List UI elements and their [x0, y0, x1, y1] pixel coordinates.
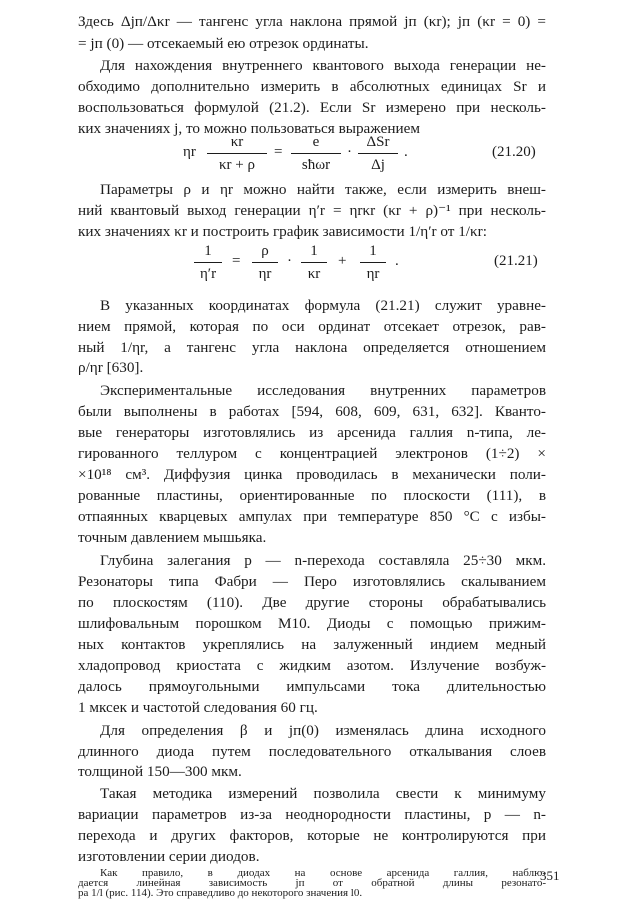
fraction-bar — [358, 153, 398, 154]
eq-denominator: η′r — [199, 266, 217, 282]
text-line: хладопровод криостата с жидким азотом. Излучение возбуж- — [78, 657, 546, 674]
text-line: дается линейная зависимость jп от обратной длины резонато- — [78, 877, 546, 889]
page-number: 351 — [540, 868, 560, 883]
eq-equals: = — [232, 253, 241, 269]
eq-fraction — [291, 133, 341, 174]
eq-lhs: ηr — [183, 144, 196, 160]
text-line: Здесь Δjп/Δκr — тангенс угла наклона прямой jп (κr); jп (κr = 0) = — [78, 13, 546, 30]
eq-numerator: ρ — [261, 243, 269, 259]
eq-end: . — [395, 253, 399, 269]
eq-denominator: Δj — [371, 157, 385, 173]
text-line: Параметры ρ и ηr можно найти также, если измерить внеш- — [100, 181, 546, 198]
text-line: 1 мксек и частотой следования 60 гц. — [78, 699, 318, 716]
text-line: отпаянных кварцевых ампулах при температуре 850 °С с избы- — [78, 508, 546, 525]
eq-denominator: ηr — [366, 266, 380, 282]
text-line: Резонаторы типа Фабри — Перо изготовлялись скалыванием — [78, 573, 546, 590]
eq-equals: = — [274, 144, 283, 160]
text-line: ный 1/ηr, а тангенс угла наклона определяется отношением — [78, 339, 546, 356]
text-line: вые генераторы изготовлялись из арсенида галлия n-типа, ле- — [78, 424, 546, 441]
equation-21-21 — [0, 242, 631, 294]
fraction-bar — [252, 262, 278, 263]
text-line: перехода и других факторов, которые не контролируются при — [78, 827, 546, 844]
eq-fraction — [194, 242, 222, 283]
eq-fraction — [301, 242, 327, 283]
eq-denominator: κr — [307, 266, 321, 282]
text-line: В указанных координатах формула (21.21) служит уравне- — [100, 297, 546, 314]
text-line: ний квантовый выход генерации η′r = ηrκr (κr + ρ)⁻¹ при несколь- — [78, 202, 546, 219]
eq-dot: · — [347, 144, 352, 160]
text-line: ных контактов укреплялись на залуженный индием медный — [78, 636, 546, 653]
text-line: длинного диода путем последовательного откалывания слоев — [78, 743, 546, 760]
text-line: Такая методика измерений позволила свести к минимуму — [100, 785, 546, 802]
text-line: воспользоваться формулой (21.2). Если Sr измерено при несколь- — [78, 99, 546, 116]
eq-numerator: ΔSr — [366, 134, 390, 150]
eq-end: . — [404, 144, 408, 160]
eq-plus: + — [338, 253, 347, 269]
text-line: были выполнены в работах [594, 608, 609, 631, 632]. Кванто- — [78, 403, 546, 420]
equation-21-20 — [0, 133, 631, 185]
text-line: Для определения β и jп(0) изменялась длина исходного — [100, 722, 546, 739]
eq-fraction — [207, 133, 267, 174]
text-line: далось прямоугольными импульсами тока длительностью — [78, 678, 546, 695]
eq-denominator: κr + ρ — [219, 157, 255, 173]
eq-denominator: ηr — [258, 266, 272, 282]
text-line: рованные пластины, ориентированные по плоскости (111), в — [78, 487, 546, 504]
text-line: изготовлении серии диодов. — [78, 848, 260, 865]
eq-numerator: 1 — [310, 243, 318, 259]
eq-numerator: 1 — [204, 243, 212, 259]
eq-numerator: κr — [230, 134, 244, 150]
fraction-bar — [291, 153, 341, 154]
eq-fraction — [360, 242, 386, 283]
text-line: точным давлением мышьяка. — [78, 529, 267, 546]
text-line: Как правило, в диодах на основе арсенида галлия, наблю- — [100, 867, 546, 879]
text-line: ких значениях j, то можно пользоваться выражением — [78, 120, 420, 137]
eq-numerator: 1 — [369, 243, 377, 259]
text-line: толщиной 150—300 мкм. — [78, 763, 242, 780]
text-line: вариации параметров из-за неоднородности пластины, p — n- — [78, 806, 546, 823]
text-line: ких значениях κr и построить график зависимости 1/η′r от 1/κr: — [78, 223, 487, 240]
eq-fraction — [252, 242, 278, 283]
fraction-bar — [360, 262, 386, 263]
text-line: Экспериментальные исследования внутренних параметров — [100, 382, 546, 399]
eq-numerator: e — [312, 134, 320, 150]
fraction-bar — [301, 262, 327, 263]
text-line: гированного теллуром с концентрацией электронов (1÷2) × — [78, 445, 546, 462]
text-line: нием прямой, которая по оси ординат отсекает отрезок, рав- — [78, 318, 546, 335]
text-line: Для нахождения внутреннего квантового выхода генерации не- — [100, 57, 546, 74]
equation-number: (21.20) — [492, 144, 536, 160]
text-line: ρ/ηr [630]. — [78, 359, 144, 376]
text-line: Глубина залегания p — n-перехода составляла 25÷30 мкм. — [100, 552, 546, 569]
text-line: шлифовальным порошком М10. Диоды с помощью прижим- — [78, 615, 546, 632]
eq-dot: · — [287, 253, 292, 269]
eq-denominator: sħωr — [301, 157, 331, 173]
text-line: ×10¹⁸ см³. Диффузия цинка проводилась в механически поли- — [78, 466, 546, 483]
fraction-bar — [207, 153, 267, 154]
text-line: = jп (0) — отсекаемый ею отрезок ординаты. — [78, 35, 369, 52]
eq-fraction — [358, 133, 398, 174]
fraction-bar — [194, 262, 222, 263]
equation-number: (21.21) — [494, 253, 538, 269]
text-line: ра 1/l (рис. 114). Это справедливо до некоторого значения l0. — [78, 887, 363, 899]
text-line: по плоскостям (110). Две другие стороны обрабатывались — [78, 594, 546, 611]
text-line: обходимо дополнительно измерить в абсолютных единицах Sr и — [78, 78, 546, 95]
